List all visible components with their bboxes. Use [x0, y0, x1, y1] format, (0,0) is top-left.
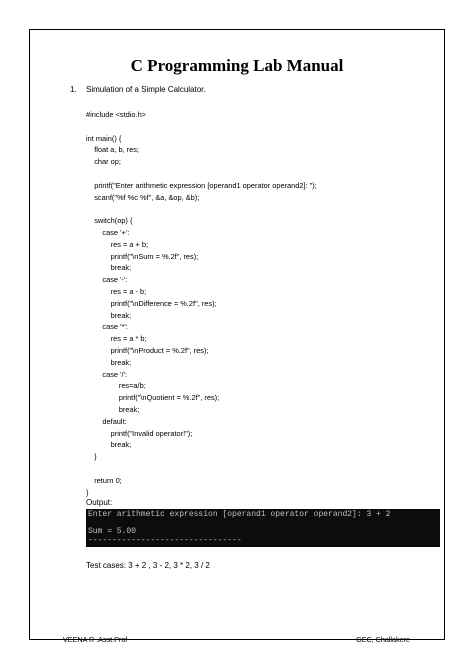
code-line: } [86, 452, 97, 462]
code-line: #include <stdio.h> [86, 110, 146, 119]
code-line: printf("Enter arithmetic expression [operand1 operator operand2]: "); [86, 180, 317, 190]
code-line: res = a * b; [86, 334, 147, 344]
code-line: printf("Invalid operator!"); [86, 428, 193, 438]
code-line: case '+': [86, 228, 130, 237]
list-item-text: Simulation of a Simple Calculator. [86, 85, 206, 94]
footer-author: VEENA R .Asst.Prof [63, 635, 128, 644]
code-line: break; [86, 440, 132, 450]
output-label: Output: [86, 498, 113, 507]
code-line: case '/': [86, 369, 128, 379]
code-line: res=a/b; [86, 381, 146, 391]
footer-institution: GEC, Challakere [356, 635, 410, 644]
code-line: res = a - b; [86, 287, 147, 296]
test-cases: Test cases: 3 + 2 , 3 - 2, 3 * 2, 3 / 2 [86, 561, 210, 570]
code-line: } [86, 487, 89, 497]
code-line: switch(op) { [86, 216, 133, 226]
code-line: default: [86, 416, 127, 426]
list-item-number: 1. [70, 85, 77, 94]
code-line: scanf("%f %c %f", &a, &op, &b); [86, 192, 200, 202]
console-line: -------------------------------- [88, 535, 242, 545]
console-output [86, 509, 440, 547]
code-line: res = a + b; [86, 239, 149, 249]
code-line: break; [86, 263, 132, 273]
code-line: int main() { [86, 133, 122, 143]
code-line: break; [86, 310, 132, 320]
code-line: break; [86, 357, 132, 367]
code-line: break; [86, 405, 140, 414]
code-line: printf("\nSum = %.2f", res); [86, 251, 199, 261]
console-line: Enter arithmetic expression [operand1 operator operand2]: 3 + 2 [88, 510, 391, 519]
code-line: printf("\nQuotient = %.2f", res); [86, 393, 220, 403]
page-title: C Programming Lab Manual [130, 56, 344, 75]
code-line: printf("\nProduct = %.2f", res); [86, 346, 209, 355]
code-line: case '*': [86, 322, 128, 332]
console-line: Sum = 5.00 [88, 527, 137, 537]
code-line: float a, b, res; [86, 145, 139, 155]
code-line: case '-': [86, 275, 128, 285]
code-line: return 0; [86, 475, 122, 485]
code-line: char op; [86, 157, 121, 167]
code-line: printf("\nDifference = %.2f", res); [86, 298, 217, 308]
